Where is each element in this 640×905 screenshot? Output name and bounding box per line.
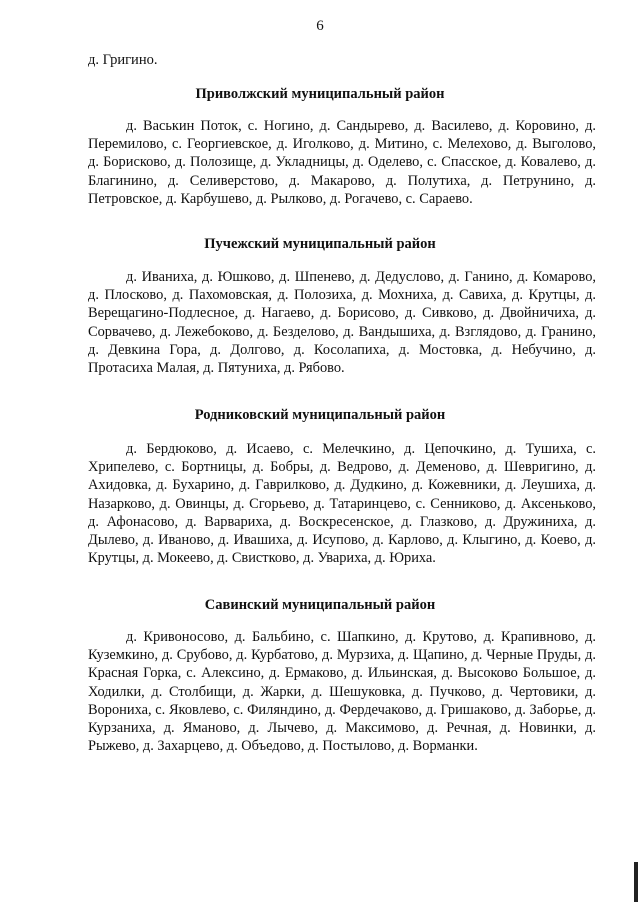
- section-title-puchezhsky: Пучежский муниципальный район: [204, 236, 436, 252]
- scan-edge-mark: [634, 862, 638, 902]
- page-number: 6: [316, 18, 324, 34]
- section-title-savinsky: Савинский муниципальный район: [204, 597, 436, 613]
- section-title-privolzhsky: Приволжский муниципальный район: [195, 86, 445, 102]
- section-title-rodnikovsky: Родниковский муниципальный район: [194, 407, 446, 423]
- continuation-line: д. Григино.: [88, 52, 158, 68]
- section-text-savinsky: д. Кривоносово, д. Бальбино, с. Шапкино, д. Крутово, д. Крапивново, д. Куземкино, д. Срубово, д. Курбатово, д. Мурзиха, д. Щапино, д. Черные Пруды, д. Красная Горка, с. Алексино, д. Ермаково, д. Ильинская, д. Высоково Большое, д. Ходилки, д. Столбищи, д. Жарки, д. Шешуковка, д. Пучково, д. Чертовики, д. Ворониха, с. Яковлево, с. Филяндино, д. Фердечаково, д. Гришаково, д. Заборье, д. Курзаниха, д. Ямановo, д. Лычево, д. Максимово, д. Речная, д. Новинки, д. Рыжево, д. Захарцево, д. Объедово, д. Постылово, д. Ворманки.: [88, 629, 596, 755]
- section-text-puchezhsky: д. Иваниха, д. Юшково, д. Шпенево, д. Дедуслово, д. Ганино, д. Комарово, д. Плосково, д. Пахомовская, д. Полозиха, д. Мохниха, д. Савиха, д. Крутцы, д. Верещагино-Подлесное, д. Нагаево, д. Борисово, д. Сивково, д. Двойничиха, д. Сорвачево, д. Лежебоково, д. Безделово, д. Вандышиха, д. Взглядово, д. Гранино, д. Девкина Гора, д. Долгово, д. Косолапиха, д. Мостовка, д. Небучино, д. Протасиха Малая, д. Пятуниха, д. Рябово.: [88, 269, 596, 377]
- section-text-rodnikovsky: д. Бердюково, д. Исаево, с. Мелечкино, д. Цепочкино, д. Тушиха, с. Хрипелево, с. Бортницы, д. Бобры, д. Ведрово, д. Деменово, д. Шевригино, д. Ахидовка, д. Бухарино, д. Гаврилково, д. Дудкино, д. Кожевники, д. Леушиха, д. Назарково, д. Овинцы, д. Сгорьево, д. Татаринцево, с. Сенниково, д. Аксеньково, д. Афонасово, д. Варвариха, д. Воскресенское, д. Глазково, д. Дружиниха, д. Дылево, д. Иваново, д. Ивашиха, д. Исупово, д. Карлово, д. Клыгино, д. Коево, д. Крутцы, д. Мокеево, д. Свистково, д. Увариха, д. Юриха.: [88, 441, 596, 567]
- section-text-privolzhsky: д. Васькин Поток, с. Ногино, д. Сандырево, д. Василево, д. Коровино, д. Перемилово, с. Георгиевское, д. Иголково, д. Митино, с. Мелехово, д. Выголово, д. Борисково, д. Полозище, д. Укладницы, д. Оделево, с. Спасское, д. Ковалево, д. Благинино, д. Селиверстово, д. Макарово, д. Полутиха, д. Петрунино, д. Петровское, д. Карбушево, д. Рылково, д. Рогачево, с. Сараево.: [88, 118, 596, 207]
